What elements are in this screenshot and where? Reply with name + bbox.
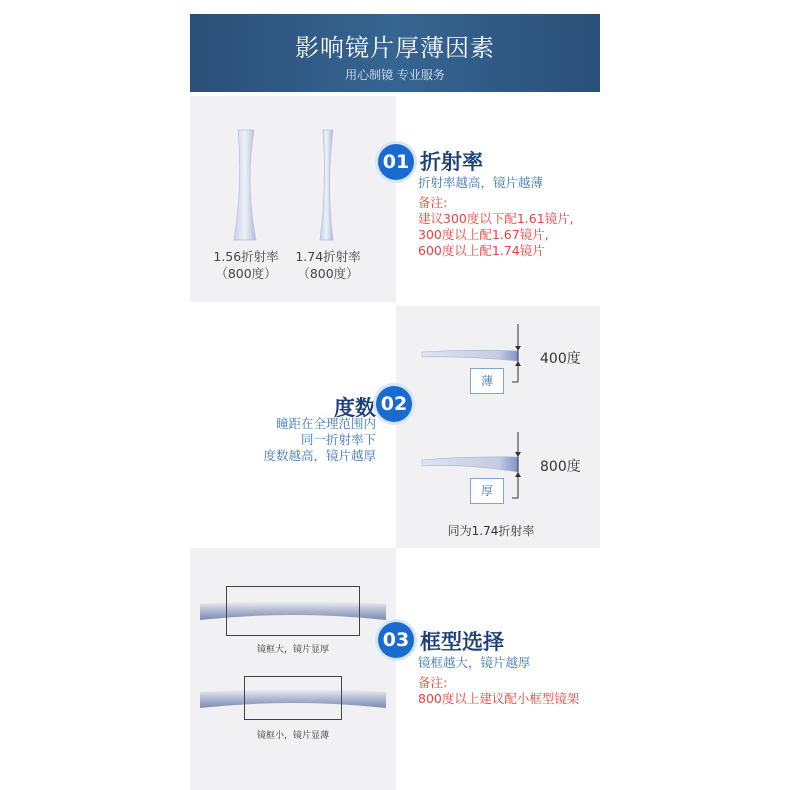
refraction-description: 折射率越高，镜片越薄 — [418, 175, 544, 190]
desc-line: 度数越高，镜片越厚 — [263, 448, 376, 463]
big-frame-outline — [226, 586, 360, 636]
page-title: 影响镜片厚薄因素 — [295, 34, 495, 62]
note-line: 建议300度以下配1.61镜片, — [418, 211, 574, 226]
power-description — [230, 416, 376, 464]
lens-174-index: 1.74折射率 — [295, 249, 361, 264]
thick-power-label: 800度 — [540, 459, 581, 475]
note-label: 备注: — [418, 195, 448, 210]
note-line: 600度以上配1.74镜片 — [418, 243, 545, 258]
thin-tag: 薄 — [470, 368, 504, 394]
lens-profile-156 — [228, 128, 264, 242]
header-banner — [190, 14, 600, 92]
big-frame-caption: 镜框大，镜片显厚 — [256, 645, 329, 655]
power-caption: 同为1.74折射率 — [447, 524, 535, 538]
lens-profile-174 — [311, 128, 341, 242]
lens-156-index: 1.56折射率 — [213, 249, 279, 264]
section-number-badge: 02 — [376, 386, 412, 422]
section-number-badge: 01 — [378, 144, 414, 180]
note-label: 备注: — [418, 675, 448, 690]
lens-174-caption — [288, 248, 368, 282]
page-subtitle: 用心制镜 专业服务 — [345, 68, 445, 82]
lens-156-caption — [206, 248, 286, 282]
desc-line: 瞳距在全理范围内 — [275, 416, 376, 431]
small-frame-caption: 镜框小，镜片显薄 — [256, 731, 329, 741]
lens-156-power: （800度） — [215, 266, 277, 281]
thin-power-label: 400度 — [540, 351, 581, 367]
thick-tag: 厚 — [470, 478, 504, 504]
small-frame-outline — [244, 676, 342, 720]
section-title-power: 度数 — [334, 396, 376, 420]
section-number-badge: 03 — [378, 622, 414, 658]
note-line: 800度以上建议配小框型镜架 — [418, 691, 580, 706]
section-title-refraction: 折射率 — [420, 150, 483, 174]
refraction-note — [418, 195, 574, 259]
section-title-frame: 框型选择 — [420, 630, 504, 654]
desc-line: 同一折射率下 — [300, 432, 376, 447]
frame-description: 镜框越大，镜片越厚 — [418, 655, 531, 670]
note-line: 300度以上配1.67镜片, — [418, 227, 549, 242]
frame-note — [418, 675, 579, 707]
lens-174-power: （800度） — [297, 266, 359, 281]
frame-image-panel — [190, 548, 396, 790]
